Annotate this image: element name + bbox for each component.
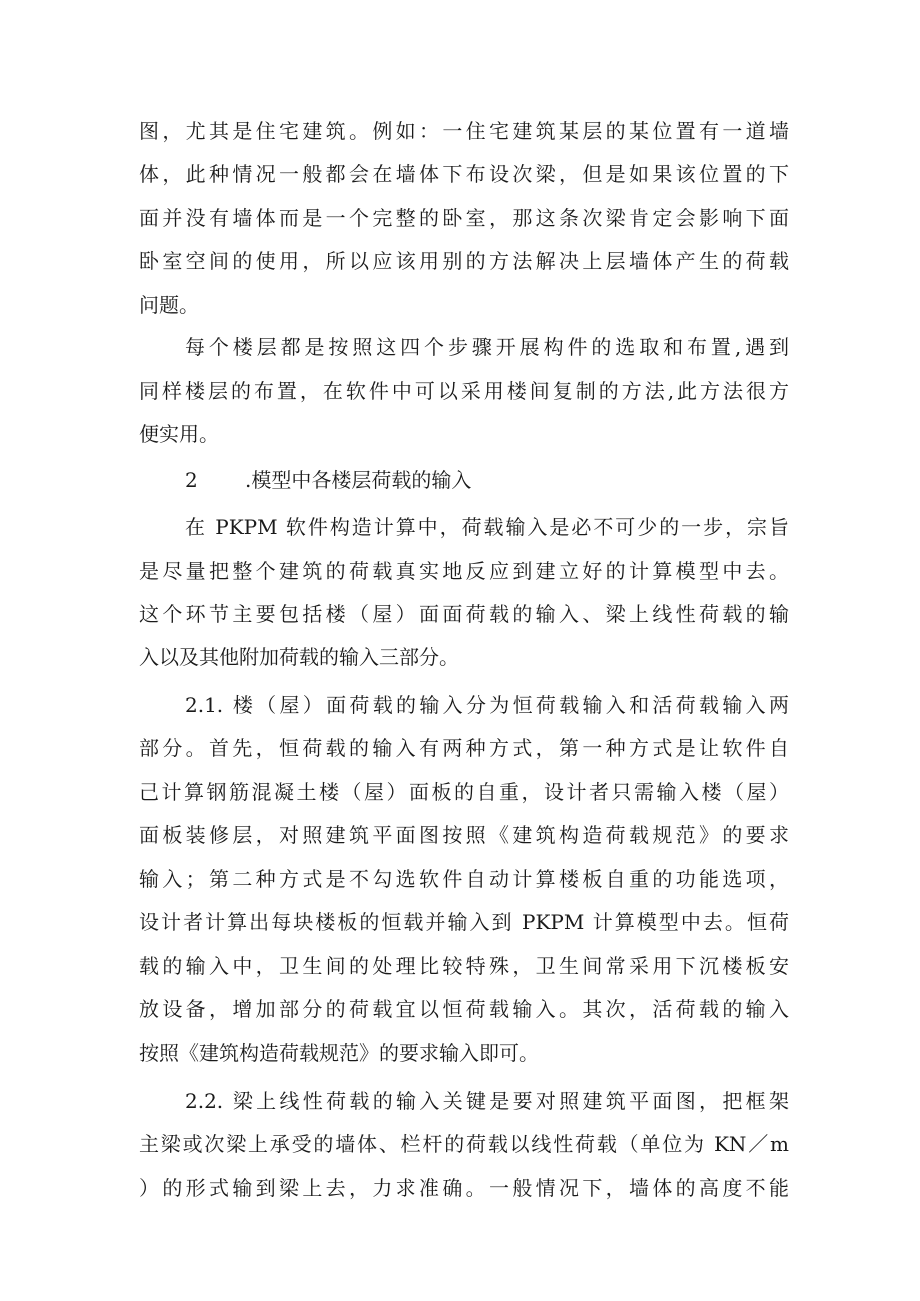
paragraph-1-line-4: 卧室空间的使用，所以应该用别的方法解决上层墙体产生的荷载	[139, 249, 789, 273]
paragraph-2-line-3: 便实用。	[139, 422, 219, 446]
paragraph-1-line-1: 图，尤其是住宅建筑。例如：一住宅建筑某层的某位置有一道墙	[139, 119, 789, 143]
paragraph-3-line-1: 在 PKPM 软件构造计算中，荷载输入是必不可少的一步，宗旨	[185, 515, 789, 539]
paragraph-4-line-6: 设计者计算出每块楼板的恒载并输入到 PKPM 计算模型中去。恒荷	[139, 910, 789, 934]
paragraph-3-line-4: 入以及其他附加荷载的输入三部分。	[139, 645, 459, 669]
paragraph-4-line-1: 2.1. 楼（屋）面荷载的输入分为恒荷载输入和活荷载输入两	[185, 693, 789, 717]
paragraph-3-line-2: 是尽量把整个建筑的荷载真实地反应到建立好的计算模型中去。	[139, 559, 789, 583]
paragraph-4-line-7: 载的输入中，卫生间的处理比较特殊，卫生间常采用下沉楼板安	[139, 954, 789, 978]
paragraph-1-line-3: 面并没有墙体而是一个完整的卧室，那这条次梁肯定会影响下面	[139, 206, 789, 230]
paragraph-5-line-1: 2.2. 梁上线性荷载的输入关键是要对照建筑平面图，把框架	[185, 1089, 789, 1113]
paragraph-3-line-3: 这个环节主要包括楼（屋）面面荷载的输入、梁上线性荷载的输	[139, 602, 789, 626]
paragraph-1-line-2: 体，此种情况一般都会在墙体下布设次梁，但是如果该位置的下	[139, 162, 789, 186]
paragraph-1-line-5: 问题。	[139, 293, 199, 317]
paragraph-4-line-9: 按照《建筑构造荷载规范》的要求输入即可。	[139, 1041, 539, 1065]
paragraph-2-line-2: 同样楼层的布置，在软件中可以采用楼间复制的方法,此方法很方	[139, 379, 789, 403]
section-number: 2	[185, 468, 198, 492]
paragraph-4-line-5: 输入；第二种方式是不勾选软件自动计算楼板自重的功能选项，	[139, 867, 789, 891]
paragraph-4-line-4: 面板装修层，对照建筑平面图按照《建筑构造荷载规范》的要求	[139, 823, 789, 847]
section-heading: .模型中各楼层荷载的输入	[245, 468, 472, 492]
paragraph-5-line-3: ）的形式输到梁上去，力求准确。一般情况下，墙体的高度不能	[139, 1176, 789, 1200]
paragraph-2-line-1: 每个楼层都是按照这四个步骤开展构件的选取和布置,遇到	[185, 335, 789, 359]
paragraph-4-line-3: 己计算钢筋混凝土楼（屋）面板的自重，设计者只需输入楼（屋）	[139, 780, 789, 804]
paragraph-4-line-2: 部分。首先，恒荷载的输入有两种方式，第一种方式是让软件自	[139, 736, 789, 760]
paragraph-4-line-8: 放设备，增加部分的荷载宜以恒荷载输入。其次，活荷载的输入	[139, 997, 789, 1021]
paragraph-5-line-2: 主梁或次梁上承受的墙体、栏杆的荷载以线性荷载（单位为 KN／m	[139, 1132, 789, 1156]
